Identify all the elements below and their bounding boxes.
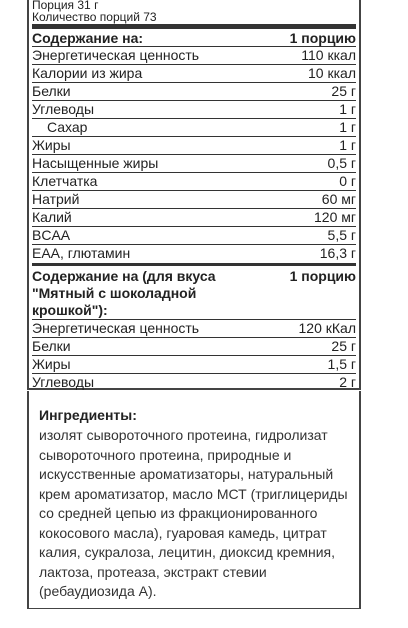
nutrient-name: Белки bbox=[32, 83, 71, 99]
nutrient-value: 110 ккал bbox=[301, 47, 356, 63]
nutrient-row bbox=[32, 209, 356, 227]
nutrient-value: 25 г bbox=[331, 83, 356, 99]
nutrient-row bbox=[32, 155, 356, 173]
section2-header-serving: 1 порцию bbox=[289, 268, 356, 284]
serving-size: Порция 31 г bbox=[32, 0, 99, 12]
nutrient-row bbox=[32, 191, 356, 209]
nutrient-row bbox=[32, 374, 356, 392]
nutrient-value: 2 г bbox=[339, 374, 356, 390]
nutrient-name: Калории из жира bbox=[32, 65, 143, 81]
ingredients-title: Ингредиенты: bbox=[39, 407, 137, 423]
ingredients-panel bbox=[27, 391, 361, 609]
nutrient-name: Углеводы bbox=[32, 101, 95, 117]
nutrient-row bbox=[32, 320, 356, 338]
section2-header-label: Содержание на (для вкуса "Мятный с шоколадной крошкой"): bbox=[32, 268, 216, 318]
nutrient-row bbox=[32, 227, 356, 245]
nutrient-row bbox=[32, 65, 356, 83]
nutrient-row bbox=[32, 101, 356, 119]
nutrient-value: 1 г bbox=[339, 119, 356, 135]
nutrient-value: 120 мг bbox=[314, 209, 356, 225]
nutrition-facts-panel bbox=[27, 0, 361, 390]
nutrient-row bbox=[32, 47, 356, 65]
nutrient-name: Углеводы bbox=[32, 374, 95, 390]
section1-header-label: Содержание на: bbox=[32, 30, 144, 46]
nutrient-name: Сахар bbox=[47, 119, 88, 135]
nutrient-row bbox=[32, 83, 356, 101]
section1-header bbox=[32, 29, 356, 47]
nutrient-value: 0,5 г bbox=[327, 155, 356, 171]
nutrient-name: Энергетическая ценность bbox=[32, 47, 200, 63]
nutrient-value: 120 кКал bbox=[298, 320, 356, 336]
nutrient-name: Белки bbox=[32, 338, 71, 354]
nutrient-value: 60 мг bbox=[321, 191, 356, 207]
nutrient-name: Жиры bbox=[32, 356, 71, 372]
nutrient-name: Насыщенные жиры bbox=[32, 155, 159, 171]
nutrient-value: 1,5 г bbox=[327, 356, 356, 372]
section2-header bbox=[32, 266, 356, 320]
ingredients-text: изолят сывороточного протеина, гидролизат сывороточного протеина, природные и искусственные ароматизаторы, натуральный крем ароматизатор, масло МСТ (триглицериды со средней цепью из фракционированного кокосового масла), гуаровая камедь, цитрат калия, сукралоза, лецитин, диоксид кремния, лактоза, протеаза, экстракт стевии (ребаудиозида А). bbox=[39, 427, 348, 599]
nutrient-row bbox=[32, 356, 356, 374]
nutrient-row bbox=[32, 137, 356, 155]
nutrient-value: 16,3 г bbox=[319, 245, 356, 261]
nutrient-value: 25 г bbox=[331, 338, 356, 354]
nutrient-value: 0 г bbox=[339, 173, 356, 189]
nutrient-name: EAA, глютамин bbox=[32, 245, 131, 261]
nutrient-row bbox=[32, 245, 356, 263]
nutrient-value: 1 г bbox=[339, 101, 356, 117]
nutrient-value: 10 ккал bbox=[308, 65, 356, 81]
section1-rows bbox=[32, 47, 356, 263]
nutrient-value: 1 г bbox=[339, 137, 356, 153]
servings-count: Количество порций 73 bbox=[32, 10, 157, 24]
nutrient-value: 5,5 г bbox=[327, 227, 356, 243]
nutrient-name: Клетчатка bbox=[32, 173, 98, 189]
nutrient-name: Энергетическая ценность bbox=[32, 320, 200, 336]
nutrient-name: Жиры bbox=[32, 137, 71, 153]
section2-rows bbox=[32, 320, 356, 392]
section1-header-serving: 1 порцию bbox=[289, 30, 356, 46]
nutrient-name: Натрий bbox=[32, 191, 80, 207]
nutrient-row bbox=[32, 173, 356, 191]
nutrient-row bbox=[32, 119, 356, 137]
nutrient-row bbox=[32, 338, 356, 356]
nutrient-name: Калий bbox=[32, 209, 72, 225]
nutrient-name: BCAA bbox=[32, 227, 71, 243]
